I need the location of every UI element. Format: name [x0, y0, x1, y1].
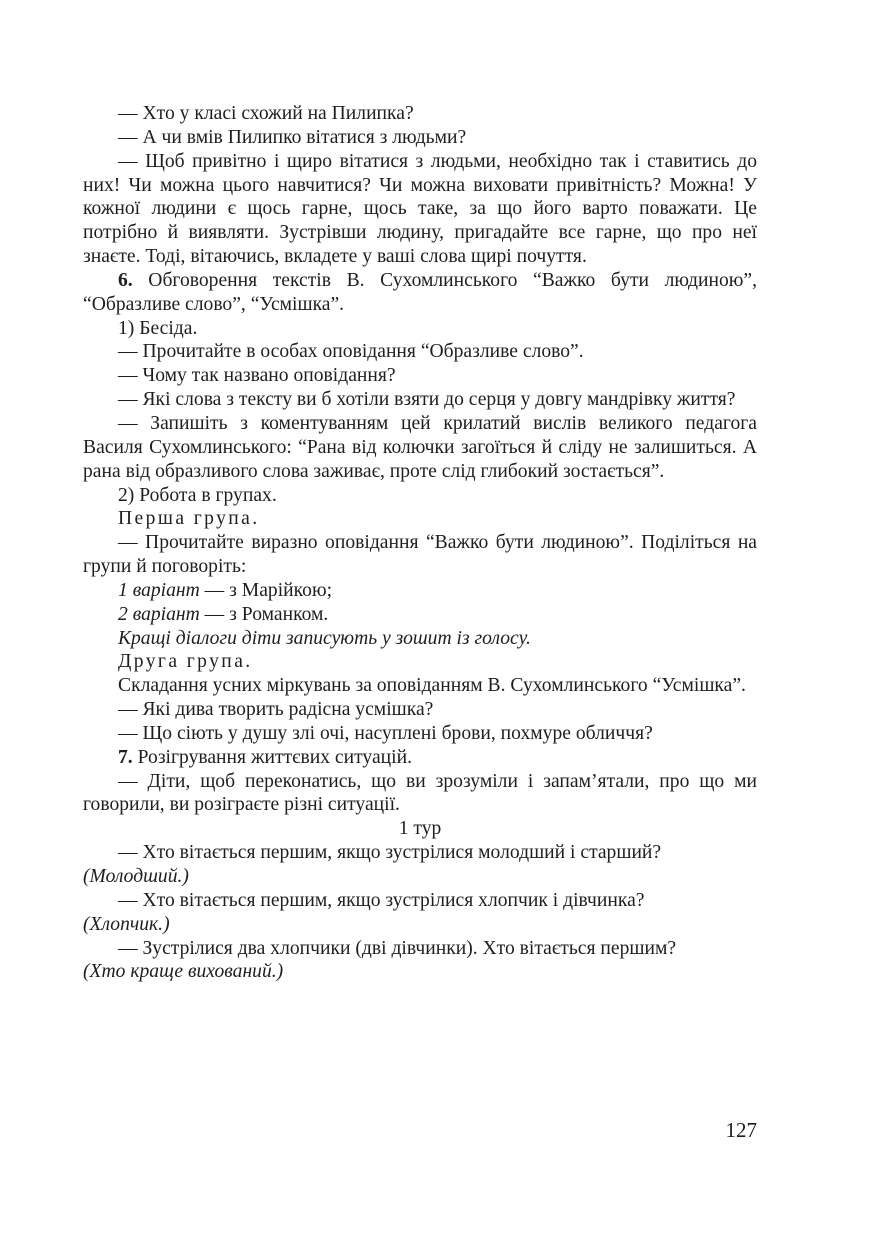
section-title: Обговорення текстів В. Сухомлинського “Важко бути людиною”, “Образливе слово”, “Усмішка”.	[83, 269, 757, 315]
page-number: 127	[725, 1118, 757, 1142]
paragraph: Складання усних міркувань за оповіданням В. Сухомлинського “Усмішка”.	[118, 675, 746, 697]
answer-line: (Хлопчик.)	[83, 913, 170, 935]
subsection-heading: 1) Бесіда.	[118, 317, 198, 339]
question-line: — Прочитайте в особах оповідання “Образливе слово”.	[118, 341, 584, 363]
page-body	[83, 102, 757, 984]
answer-line: (Молодший.)	[83, 866, 189, 887]
variant-label: 2 варіант	[118, 603, 200, 625]
variant-label: 1 варіант	[118, 579, 200, 601]
variant-text: — з Марійкою;	[199, 579, 333, 601]
group-heading: Друга група.	[118, 651, 253, 673]
paragraph: — Запишіть з коментуванням цей крилатий вислів великого педагога Василя Сухомлинського: “Рана від колючки загоїться й сліду не залишиться. А рана від образливого слова заживає, проте слід глибокий зостається”.	[83, 412, 757, 482]
section-6	[83, 269, 757, 317]
variant-text: — з Романком.	[199, 603, 329, 625]
instruction-note: Кращі діалоги діти записують у зошит із голосу.	[118, 627, 531, 649]
question-line: — Які слова з тексту ви б хотіли взяти до серця у довгу мандрівку життя?	[118, 389, 736, 411]
question-line: — Хто вітається першим, якщо зустрілися молодший і старший?	[118, 842, 662, 864]
question-line: — Зустрілися два хлопчики (дві дівчинки). Хто вітається першим?	[118, 937, 677, 959]
subsection-heading: 2) Робота в групах.	[118, 484, 277, 506]
group-heading: Перша група.	[118, 508, 260, 530]
section-number: 7.	[118, 746, 133, 768]
question-line: — Що сіють у душу злі очі, насуплені брови, похмуре обличчя?	[118, 722, 653, 744]
question-line: — Хто вітається першим, якщо зустрілися хлопчик і дівчинка?	[118, 889, 645, 911]
section-title: Розігрування життєвих ситуацій.	[137, 746, 412, 768]
variant-line	[83, 603, 757, 627]
paragraph: — Прочитайте виразно оповідання “Важко бути людиною”. Поділіться на групи й поговоріть:	[83, 532, 757, 578]
section-7	[83, 746, 757, 770]
round-heading: 1 тур	[398, 818, 442, 840]
question-line: — Які дива творить радісна усмішка?	[118, 699, 434, 721]
section-number: 6.	[118, 269, 133, 291]
paragraph: — Діти, щоб переконатись, що ви зрозуміли і запам’ятали, про що ми говорили, ви розіграєте різні ситуації.	[83, 770, 757, 816]
question-line: — А чи вмів Пилипко вітатися з людьми?	[118, 126, 467, 148]
question-line: — Хто у класі схожий на Пилипка?	[118, 103, 414, 124]
paragraph: — Щоб привітно і щиро вітатися з людьми, необхідно так і ставитись до них! Чи можна цього навчитися? Чи можна виховати привітність? Можна! У кожної людини є щось гарне, щось таке, за що його варто поважати. Це потрібно й виявляти. Зустрівши людину, пригадайте все гарне, що про неї знаєте. Тоді, вітаючись, вкладете у ваші слова щирі почуття.	[83, 150, 757, 268]
question-line: — Чому так названо оповідання?	[118, 365, 396, 387]
variant-line	[83, 579, 757, 603]
answer-line: (Хто краще вихований.)	[83, 961, 284, 983]
